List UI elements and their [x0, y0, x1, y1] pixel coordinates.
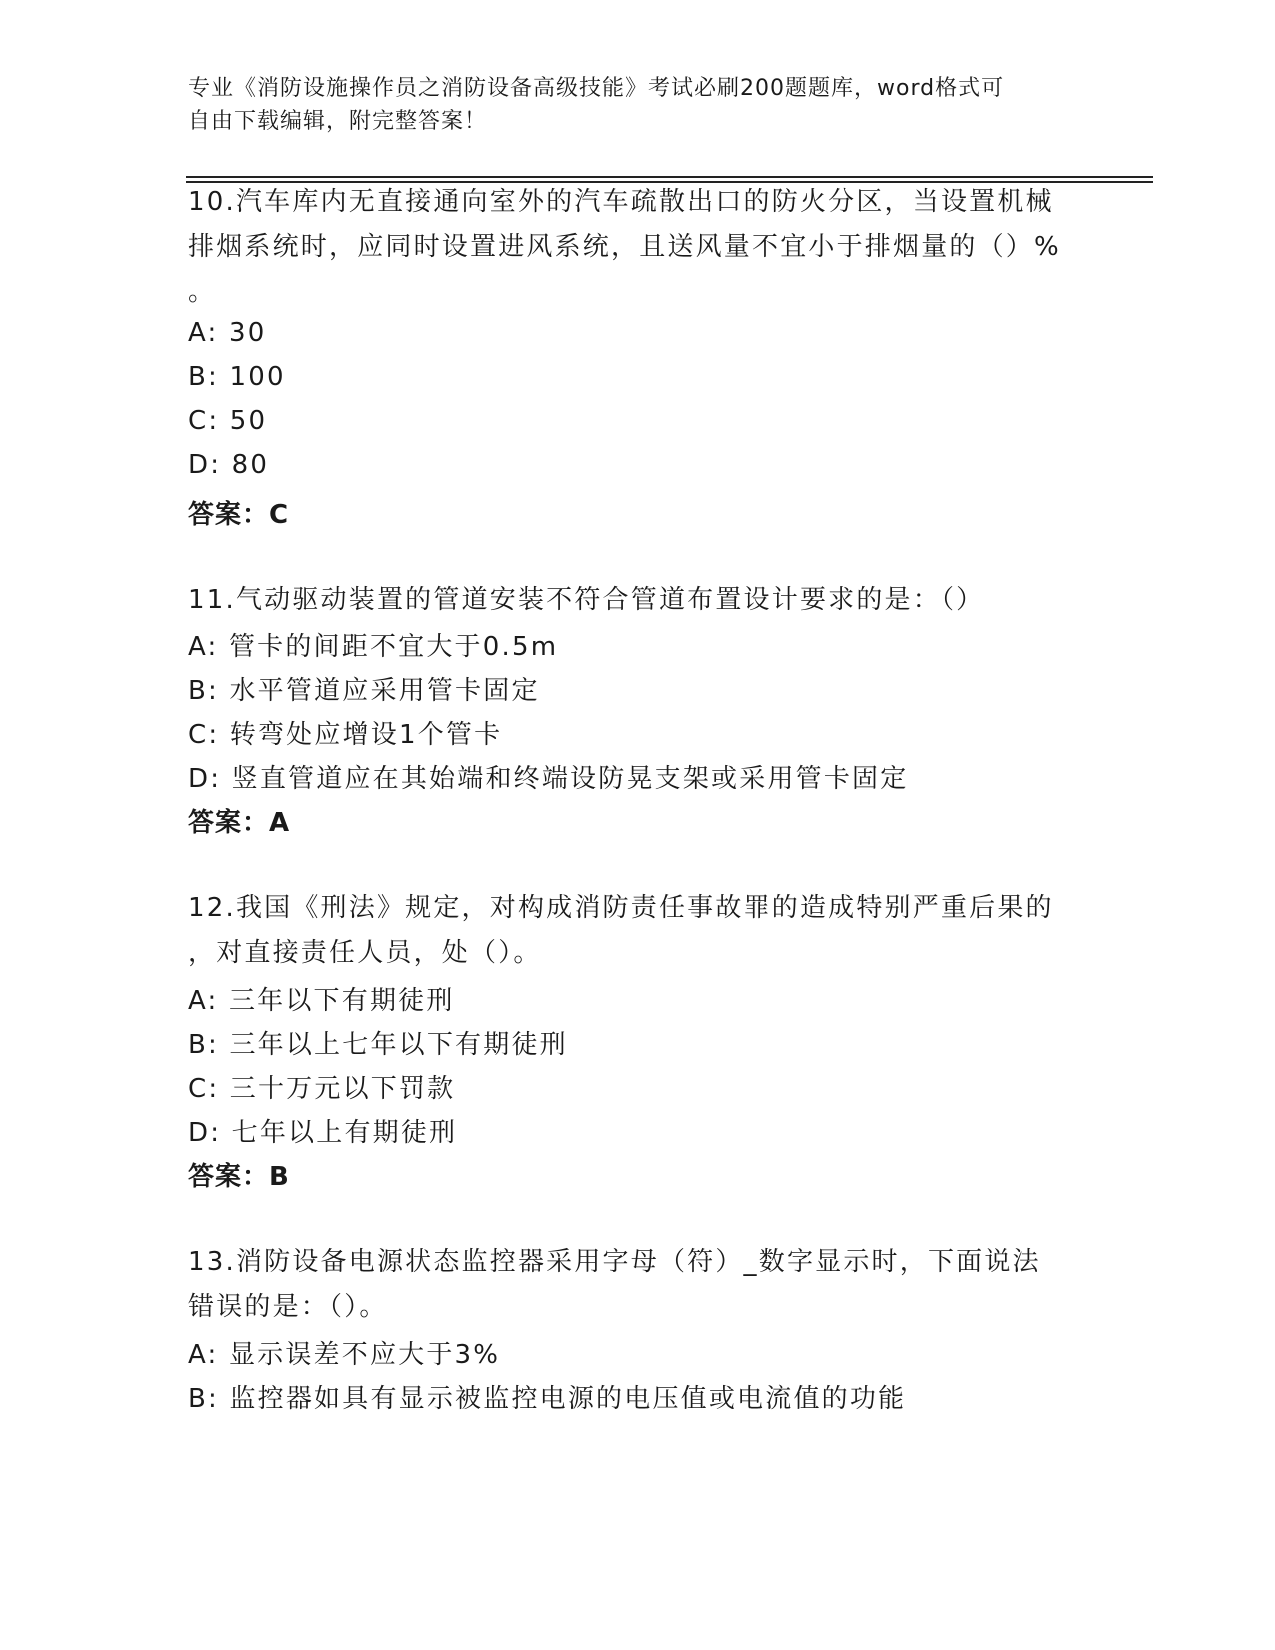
question-10-line-1: 10.汽车库内无直接通向室外的汽车疏散出口的防火分区，当设置机械: [188, 187, 1054, 217]
document-header: [188, 72, 1068, 138]
question-12-option-d: D: 七年以上有期徒刑: [188, 1118, 458, 1148]
header-line-2: 自由下载编辑，附完整答案！: [188, 109, 488, 134]
question-12-line-1: 12.我国《刑法》规定，对构成消防责任事故罪的造成特别严重后果的: [188, 893, 1054, 923]
question-10-option-d: D: 80: [188, 450, 270, 480]
question-13-option-a: A: 显示误差不应大于3%: [188, 1340, 501, 1370]
question-10-option-a: A: 30: [188, 318, 267, 348]
question-12-option-a: A: 三年以下有期徒刑: [188, 986, 455, 1016]
question-11-option-b: B: 水平管道应采用管卡固定: [188, 676, 540, 706]
question-11-answer: 答案：A: [188, 808, 291, 838]
question-13-line-2: 错误的是：（）。: [188, 1292, 388, 1322]
question-11-text: [188, 578, 1088, 623]
question-12-answer: 答案：B: [188, 1162, 290, 1192]
question-13-text: [188, 1240, 1088, 1330]
question-10-option-c: C: 50: [188, 406, 268, 436]
question-12-line-2: ，对直接责任人员，处（）。: [188, 938, 542, 968]
header-divider-top: [186, 176, 1153, 178]
question-13-line-1: 13.消防设备电源状态监控器采用字母（符）_数字显示时，下面说法: [188, 1247, 1041, 1277]
question-10-line-2: 排烟系统时，应同时设置进风系统，且送风量不宜小于排烟量的（）%: [188, 232, 1061, 262]
question-10-text: [188, 180, 1088, 315]
question-12-option-b: B: 三年以上七年以下有期徒刑: [188, 1030, 568, 1060]
question-11-option-d: D: 竖直管道应在其始端和终端设防晃支架或采用管卡固定: [188, 764, 909, 794]
question-11-option-a: A: 管卡的间距不宜大于0.5m: [188, 632, 559, 662]
question-10-line-3: 。: [188, 277, 217, 307]
question-11-line-1: 11.气动驱动装置的管道安装不符合管道布置设计要求的是：（）: [188, 585, 985, 615]
question-10-option-b: B: 100: [188, 362, 286, 392]
header-line-1: 专业《消防设施操作员之消防设备高级技能》考试必刷200题题库，word格式可: [188, 76, 1005, 101]
question-12-text: [188, 886, 1088, 976]
question-11-option-c: C: 转弯处应增设1个管卡: [188, 720, 503, 750]
question-13-option-b: B: 监控器如具有显示被监控电源的电压值或电流值的功能: [188, 1384, 907, 1414]
question-12-option-c: C: 三十万元以下罚款: [188, 1074, 456, 1104]
question-10-answer: 答案：C: [188, 500, 290, 530]
